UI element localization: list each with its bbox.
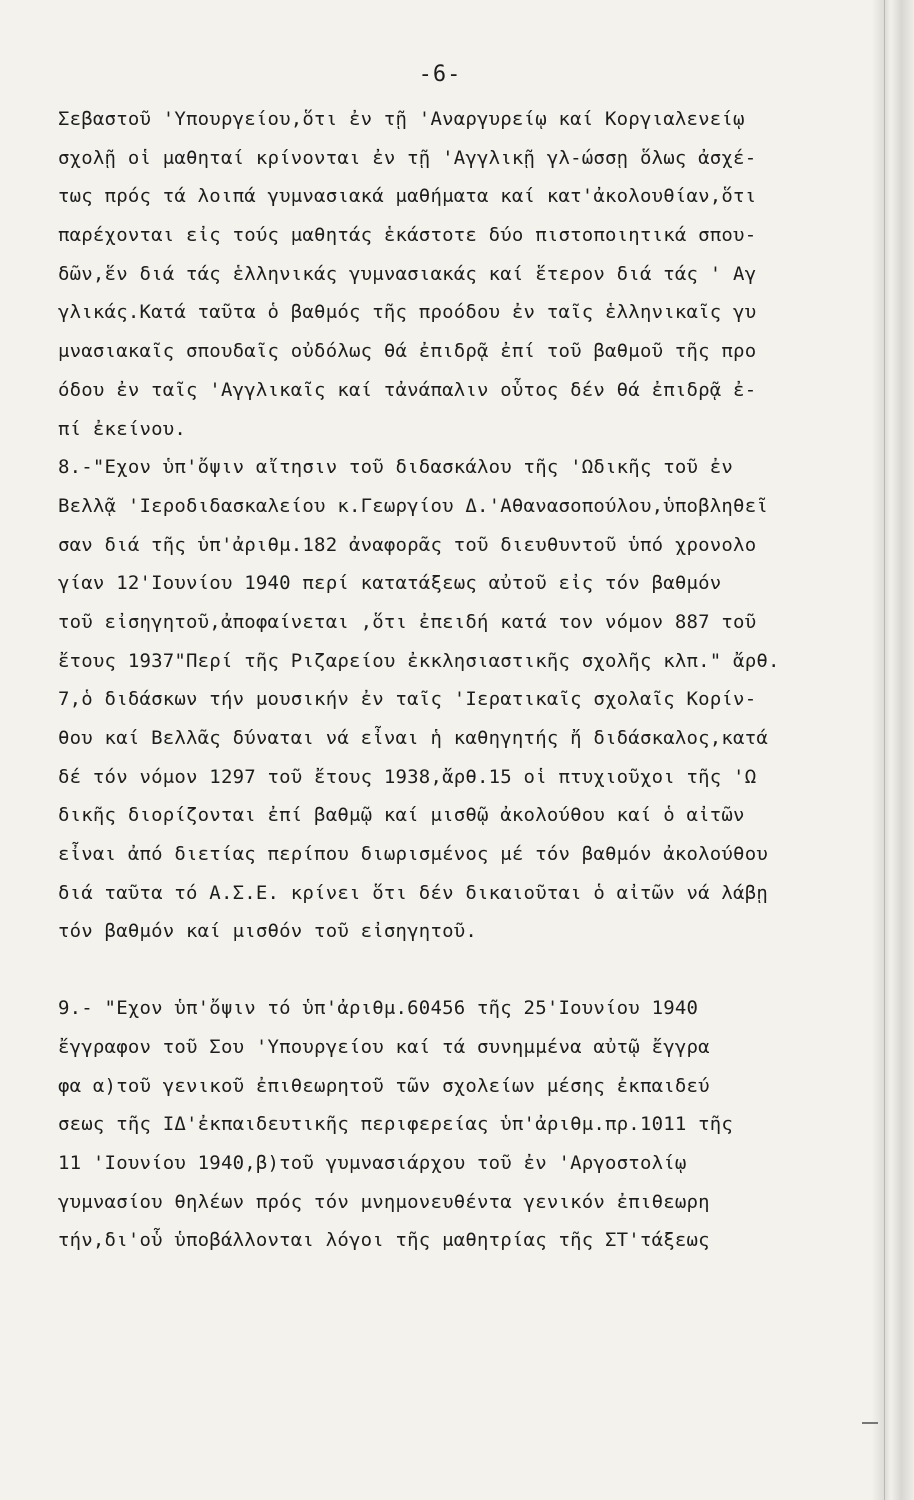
text-line: πί ἐκείνου. [58,417,187,440]
text-line: σεως τῆς ΙΔ'ἐκπαιδευτικῆς περιφερείας ὑπ'ἀριθμ.πρ.1011 τῆς [58,1113,734,1136]
text-line: διά ταῦτα τό Α.Σ.Ε. κρίνει ὅτι δέν δικαιοῦται ὁ αἰτῶν νά λάβῃ [58,881,768,904]
text-line: τόν βαθμόν καί μισθόν τοῦ εἰσηγητοῦ. [58,920,478,943]
text-line: όδου ἐν ταῖς 'Αγγλικαῖς καί τἀνάπαλιν οὗτος δέν θά ἐπιδρᾷ ἐ- [58,378,757,401]
text-line: τήν,δι'οὗ ὑποβάλλονται λόγοι τῆς μαθητρίας τῆς ΣΤ'τάξεως [58,1229,710,1252]
text-line: Βελλᾷ 'Ιεροδιδασκαλείου κ.Γεωργίου Δ.'Αθανασοπούλου,ὑποβληθεῖ [58,494,768,517]
text-line: σαν διά τῆς ὑπ'ἀριθμ.182 ἀναφορᾶς τοῦ διευθυντοῦ ὑπό χρονολο [58,533,757,556]
text-line: Σεβαστοῦ 'Υπουργείου,ὅτι ἐν τῇ 'Αναργυρείῳ καί Κοργιαλενείῳ [58,108,745,130]
margin-mark [862,1422,878,1424]
text-line: δικῆς διορίζονται ἐπί βαθμῷ καί μισθῷ ἀκολούθου καί ὁ αἰτῶν [58,804,745,827]
binding-edge [872,0,914,1500]
text-line: γυμνασίου θηλέων πρός τόν μνημονευθέντα γενικόν ἐπιθεωρη [58,1190,710,1213]
text-line: 7,ὁ διδάσκων τήν μουσικήν ἐν ταῖς 'Ιερατικαῖς σχολαῖς Κορίν- [58,688,757,711]
page-number: -6- [418,62,462,87]
document-body [58,100,858,1260]
text-line: δέ τόν νόμον 1297 τοῦ ἔτους 1938,ἄρθ.15 οἱ πτυχιοῦχοι τῆς 'Ω [58,765,757,788]
paragraph-9-start: 9.- "Εχον ὑπ'ὄψιν τό ὑπ'ἀριθμ.60456 τῆς 25'Ιουνίου 1940 [58,997,699,1020]
text-line: μνασιακαῖς σπουδαῖς οὐδόλως θά ἐπιδρᾷ ἐπί τοῦ βαθμοῦ τῆς προ [58,340,757,363]
text-line: φα α)τοῦ γενικοῦ ἐπιθεωρητοῦ τῶν σχολείων μέσης ἐκπαιδεύ [58,1074,710,1097]
text-line: τως πρός τά λοιπά γυμνασιακά μαθήματα καί κατ'ἀκολουθίαν,ὅτι [58,185,757,208]
text-line: παρέχονται εἰς τούς μαθητάς ἑκάστοτε δύο πιστοποιητικά σπου- [58,224,757,247]
paragraph-gap [58,951,858,989]
paragraph-8-start: 8.-"Εχον ὑπ'ὄψιν αἴτησιν τοῦ διδασκάλου τῆς 'Ωδικῆς τοῦ ἐν [58,456,734,479]
text-line: γλικάς.Κατά ταῦτα ὁ βαθμός τῆς προόδου ἐν ταῖς ἑλληνικαῖς γυ [58,301,757,324]
page-edge-line [884,0,885,1500]
text-line: 11 'Ιουνίου 1940,β)τοῦ γυμνασιάρχου τοῦ ἐν 'Αργοστολίῳ [58,1151,687,1174]
text-line: εἶναι ἀπό διετίας περίπου διωρισμένος μέ τόν βαθμόν ἀκολούθου [58,843,768,866]
text-line: θου καί Βελλᾶς δύναται νά εἶναι ἡ καθηγητής ἤ διδάσκαλος,κατά [58,727,768,749]
text-line: ἔγγραφον τοῦ Σου 'Υπουργείου καί τά συνημμένα αὐτῷ ἔγγρα [58,1035,710,1058]
text-line: σχολῇ οἱ μαθηταί κρίνονται ἐν τῇ 'Αγγλικῇ γλ-ώσσῃ ὅλως ἀσχέ- [58,146,757,169]
text-line: γίαν 12'Ιουνίου 1940 περί κατατάξεως αὐτοῦ εἰς τόν βαθμόν [58,572,722,595]
text-line: ἔτους 1937"Περί τῆς Ριζαρείου ἐκκλησιαστικῆς σχολῆς κλπ." ἄρθ. [58,649,780,672]
text-line: τοῦ εἰσηγητοῦ,ἀποφαίνεται ,ὅτι ἐπειδή κατά τον νόμον 887 τοῦ [58,610,757,633]
text-line: δῶν,ἕν διά τάς ἑλληνικάς γυμνασιακάς καί ἕτερον διά τάς ' Αγ [58,262,757,285]
